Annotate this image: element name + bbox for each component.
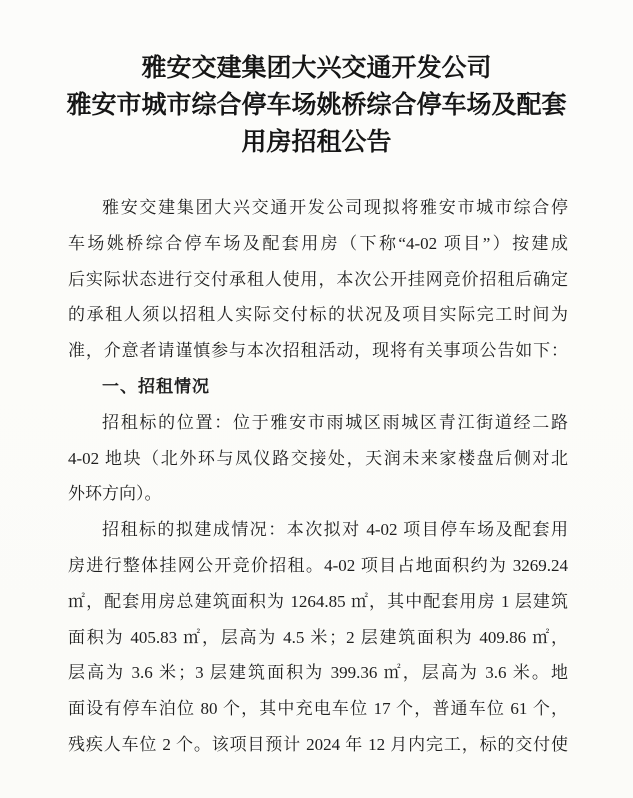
doc-body: [68, 190, 568, 763]
doc-title: [24, 50, 609, 161]
body-line: 准，介意者请谨慎参与本次招租活动，现将有关事项公告如下：: [68, 341, 568, 361]
body-line: 车场姚桥综合停车场及配套用房（下称“4-02 项目”）按建成: [68, 233, 568, 253]
body-line: 残疾人车位 2 个。该项目预计 2024 年 12 月内完工，标的交付使: [68, 734, 568, 754]
doc-title-line-3: 用房招租公告: [241, 129, 392, 156]
body-line: 房进行整体挂网公开竞价招租。4-02 项目占地面积约为 3269.24: [68, 555, 568, 575]
section-heading-1: 一、招租情况: [102, 376, 210, 396]
body-line: 面积为 405.83 ㎡，层高为 4.5 米；2 层建筑面积为 409.86 ㎡，: [68, 627, 568, 647]
body-line: 后实际状态进行交付承租人使用，本次公开挂网竞价招租后确定: [68, 269, 568, 289]
body-line: 面设有停车泊位 80 个，其中充电车位 17 个，普通车位 61 个，: [68, 699, 568, 719]
body-line: 招租标的位置：位于雅安市雨城区雨城区青江街道经二路: [102, 412, 568, 432]
doc-title-line-1: 雅安交建集团大兴交通开发公司: [141, 55, 492, 82]
body-line: 雅安交建集团大兴交通开发公司现拟将雅安市城市综合停: [102, 198, 568, 217]
body-line: ㎡，配套用房总建筑面积为 1264.85 ㎡，其中配套用房 1 层建筑: [68, 591, 568, 611]
body-line: 4-02 地块（北外环与凤仪路交接处，天润未来家楼盘后侧对北: [68, 448, 568, 468]
body-line: 的承租人须以招租人实际交付标的状况及项目实际完工时间为: [68, 305, 568, 325]
body-line: 层高为 3.6 米；3 层建筑面积为 399.36 ㎡，层高为 3.6 米。地: [68, 663, 568, 683]
body-line: 外环方向）。: [68, 484, 162, 504]
body-line: 招租标的拟建成情况：本次拟对 4-02 项目停车场及配套用: [102, 520, 568, 540]
doc-title-line-2: 雅安市城市综合停车场姚桥综合停车场及配套: [66, 92, 567, 119]
